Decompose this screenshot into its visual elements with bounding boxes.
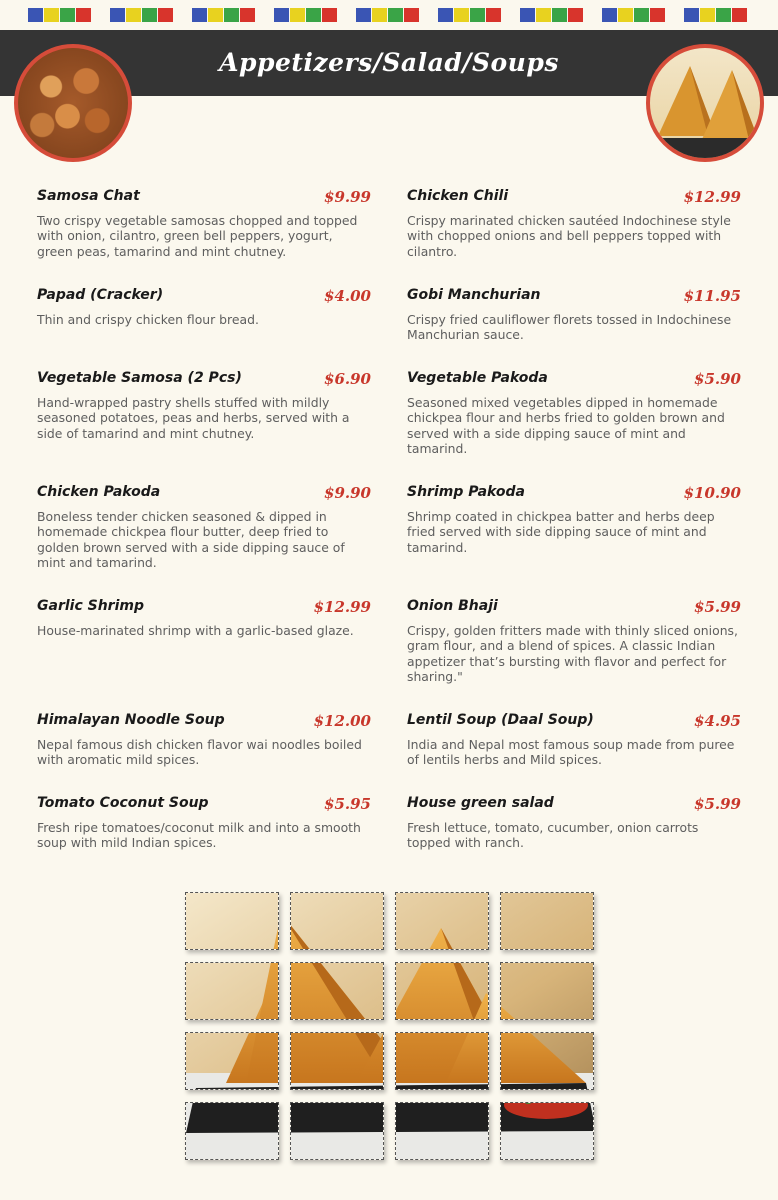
puzzle-tile xyxy=(185,962,279,1020)
item-price: $12.00 xyxy=(313,712,371,730)
prayer-flag xyxy=(438,8,453,22)
item-description: Fresh ripe tomatoes/coconut milk and into a smooth soup with mild Indian spices. xyxy=(37,820,361,851)
page-title: Appetizers/Salad/Soups xyxy=(219,48,559,77)
item-description: Nepal famous dish chicken flavor wai noodles boiled with aromatic mild spices. xyxy=(37,737,362,768)
prayer-flag xyxy=(322,8,337,22)
prayer-flag xyxy=(716,8,731,22)
item-name: Vegetable Pakoda xyxy=(407,370,548,386)
prayer-flag xyxy=(634,8,649,22)
item-name: Lentil Soup (Daal Soup) xyxy=(407,712,594,728)
item-name: Chicken Pakoda xyxy=(37,484,161,500)
puzzle-tile xyxy=(395,962,489,1020)
item-description: Crispy, golden fritters made with thinly sliced onions, gram flour, and a blend of spices. A classic Indian appetizer that’s bursting with flavor and perfect for sharing." xyxy=(407,623,738,685)
item-price: $6.90 xyxy=(324,370,371,388)
prayer-flag xyxy=(224,8,239,22)
puzzle-tile xyxy=(500,1102,594,1160)
item-price: $12.99 xyxy=(683,188,741,206)
item-price: $10.90 xyxy=(683,484,741,502)
item-name: Himalayan Noodle Soup xyxy=(37,712,225,728)
prayer-flag xyxy=(28,8,43,22)
puzzle-tile xyxy=(185,1102,279,1160)
puzzle-tile xyxy=(500,962,594,1020)
item-description: Crispy fried cauliflower florets tossed in Indochinese Manchurian sauce. xyxy=(407,312,732,343)
item-name: Chicken Chili xyxy=(407,188,509,204)
prayer-flag xyxy=(388,8,403,22)
item-description: House-marinated shrimp with a garlic-based glaze. xyxy=(37,623,354,638)
prayer-flag xyxy=(142,8,157,22)
prayer-flag xyxy=(684,8,699,22)
item-name: Samosa Chat xyxy=(37,188,140,204)
puzzle-tile xyxy=(185,892,279,950)
puzzle-tile xyxy=(290,892,384,950)
puzzle-tile xyxy=(395,1032,489,1090)
prayer-flag xyxy=(126,8,141,22)
item-description: Fresh lettuce, tomato, cucumber, onion carrots topped with ranch. xyxy=(407,820,699,851)
item-price: $12.99 xyxy=(313,598,371,616)
item-description: Shrimp coated in chickpea batter and herbs deep fried served with side dipping sauce of mint and tamarind. xyxy=(407,509,715,555)
item-name: Gobi Manchurian xyxy=(407,287,541,303)
prayer-flag xyxy=(470,8,485,22)
prayer-flag xyxy=(552,8,567,22)
item-price: $5.95 xyxy=(324,795,371,813)
item-price: $4.95 xyxy=(694,712,741,730)
item-name: Tomato Coconut Soup xyxy=(37,795,209,811)
prayer-flag xyxy=(732,8,747,22)
puzzle-tile xyxy=(395,892,489,950)
prayer-flag xyxy=(520,8,535,22)
prayer-flag xyxy=(208,8,223,22)
prayer-flag xyxy=(44,8,59,22)
puzzle-tile xyxy=(290,962,384,1020)
item-price: $9.99 xyxy=(324,188,371,206)
prayer-flag xyxy=(274,8,289,22)
prayer-flag xyxy=(650,8,665,22)
item-description: Boneless tender chicken seasoned & dipped in homemade chickpea flour butter, deep fried to golden brown served with a side dipping sauce of mint and tamarind. xyxy=(37,509,345,571)
item-name: Vegetable Samosa (2 Pcs) xyxy=(37,370,242,386)
prayer-flag xyxy=(76,8,91,22)
item-name: Garlic Shrimp xyxy=(37,598,144,614)
pakoda-photo xyxy=(14,44,132,162)
item-price: $11.95 xyxy=(683,287,741,305)
prayer-flag xyxy=(700,8,715,22)
prayer-flag xyxy=(618,8,633,22)
item-price: $5.99 xyxy=(694,598,741,616)
prayer-flag xyxy=(356,8,371,22)
item-price: $9.90 xyxy=(324,484,371,502)
item-description: Crispy marinated chicken sautéed Indochinese style with chopped onions and bell peppers topped with cilantro. xyxy=(407,213,731,259)
item-name: Papad (Cracker) xyxy=(37,287,164,303)
prayer-flag xyxy=(602,8,617,22)
item-name: Shrimp Pakoda xyxy=(407,484,525,500)
prayer-flag xyxy=(158,8,173,22)
item-description: Thin and crispy chicken flour bread. xyxy=(37,312,259,327)
prayer-flag xyxy=(486,8,501,22)
puzzle-tile xyxy=(185,1032,279,1090)
puzzle-tile xyxy=(395,1102,489,1160)
puzzle-tile xyxy=(290,1032,384,1090)
prayer-flag xyxy=(454,8,469,22)
prayer-flag xyxy=(290,8,305,22)
prayer-flag xyxy=(110,8,125,22)
item-price: $4.00 xyxy=(324,287,371,305)
puzzle-tile xyxy=(290,1102,384,1160)
flag-border xyxy=(0,0,778,30)
item-name: Onion Bhaji xyxy=(407,598,498,614)
prayer-flag xyxy=(372,8,387,22)
item-description: India and Nepal most famous soup made from puree of lentils herbs and Mild spices. xyxy=(407,737,735,768)
prayer-flag xyxy=(404,8,419,22)
prayer-flag xyxy=(306,8,321,22)
item-description: Hand-wrapped pastry shells stuffed with mildly seasoned potatoes, peas and herbs, served with a side of tamarind and mint chutney. xyxy=(37,395,350,441)
puzzle-tile xyxy=(500,892,594,950)
prayer-flag xyxy=(240,8,255,22)
prayer-flag xyxy=(536,8,551,22)
prayer-flag xyxy=(568,8,583,22)
item-description: Seasoned mixed vegetables dipped in homemade chickpea flour and herbs fried to golden brown and served with a side dipping sauce of mint and tamarind. xyxy=(407,395,725,457)
item-price: $5.99 xyxy=(694,795,741,813)
prayer-flag xyxy=(60,8,75,22)
samosa-photo xyxy=(646,44,764,162)
item-name: House green salad xyxy=(407,795,554,811)
item-price: $5.90 xyxy=(694,370,741,388)
puzzle-tile xyxy=(500,1032,594,1090)
prayer-flag xyxy=(192,8,207,22)
item-description: Two crispy vegetable samosas chopped and topped with onion, cilantro, green bell peppers, yogurt, green peas, tamarind and mint chutney. xyxy=(37,213,358,259)
